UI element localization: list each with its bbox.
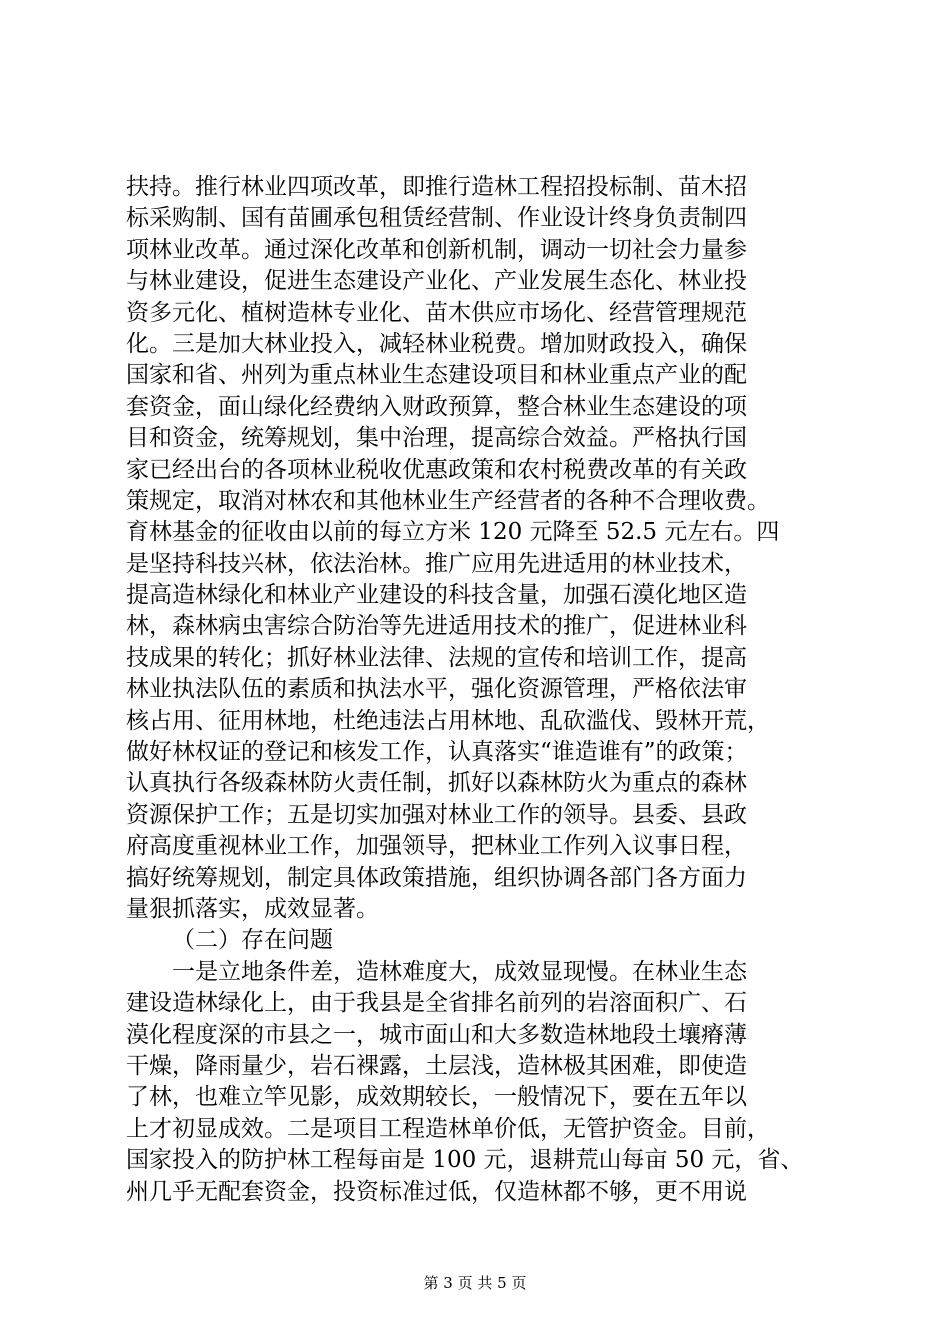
- text-line: 家已经出台的各项林业税收优惠政策和农村税费改革的有关政: [126, 456, 747, 483]
- text-line: 与林业建设，促进生态建设产业化、产业发展生态化、林业投: [126, 268, 747, 295]
- text-line: 干燥，降雨量少，岩石裸露，土层浅，造林极其困难，即使造: [126, 1052, 747, 1079]
- text-line: 一是立地条件差，造林难度大，成效显现慢。在林业生态: [172, 958, 747, 985]
- section-heading: （二）存在问题: [172, 927, 333, 954]
- text-line: 林，森林病虫害综合防治等先进适用技术的推广，促进林业科: [126, 613, 747, 640]
- text-line: 目和资金，统筹规划，集中治理，提高综合效益。严格执行国: [126, 425, 747, 452]
- text-line: 是坚持科技兴林，依法治林。推广应用先进适用的林业技术，: [126, 550, 747, 577]
- text-line: 项林业改革。通过深化改革和创新机制，调动一切社会力量参: [126, 236, 747, 263]
- text-line: 林业执法队伍的素质和执法水平，强化资源管理，严格依法审: [126, 676, 747, 703]
- text-line: 策规定，取消对林农和其他林业生产经营者的各种不合理收费。: [126, 487, 770, 514]
- text-line: 国家和省、州列为重点林业生态建设项目和林业重点产业的配: [126, 362, 747, 389]
- text-line: 技成果的转化；抓好林业法律、法规的宣传和培训工作，提高: [126, 644, 747, 671]
- text-line: 州几乎无配套资金，投资标准过低，仅造林都不够，更不用说: [126, 1178, 747, 1205]
- text-line: 建设造林绿化上，由于我县是全省排名前列的岩溶面积广、石: [126, 990, 747, 1017]
- text-line: 认真执行各级森林防火责任制，抓好以森林防火为重点的森林: [126, 770, 747, 797]
- text-line: 提高造林绿化和林业产业建设的科技含量，加强石漠化地区造: [126, 582, 747, 609]
- text-line: 资多元化、植树造林专业化、苗木供应市场化、经营管理规范: [126, 299, 747, 326]
- text-line: 育林基金的征收由以前的每立方米 120 元降至 52.5 元左右。四: [126, 519, 780, 546]
- page-number: 第 3 页 共 5 页: [423, 1274, 527, 1292]
- text-line: 上才初显成效。二是项目工程造林单价低，无管护资金。目前，: [126, 1115, 770, 1142]
- text-line: 资源保护工作；五是切实加强对林业工作的领导。县委、县政: [126, 801, 747, 828]
- text-line: 标采购制、国有苗圃承包租赁经营制、作业设计终身负责制四: [126, 205, 747, 232]
- text-line: 做好林权证的登记和核发工作，认真落实“谁造谁有”的政策；: [126, 739, 748, 766]
- text-line: 国家投入的防护林工程每亩是 100 元，退耕荒山每亩 50 元，省、: [126, 1147, 804, 1174]
- text-line: 扶持。推行林业四项改革，即推行造林工程招投标制、苗木招: [126, 174, 747, 200]
- body-text: [126, 172, 828, 1208]
- text-line: 化。三是加大林业投入，减轻林业税费。增加财政投入，确保: [126, 330, 747, 357]
- text-line: 漠化程度深的市县之一，城市面山和大多数造林地段土壤瘠薄: [126, 1021, 747, 1048]
- text-line: 府高度重视林业工作，加强领导，把林业工作列入议事日程，: [126, 833, 747, 860]
- text-line: 搞好统筹规划，制定具体政策措施，组织协调各部门各方面力: [126, 864, 747, 891]
- text-line: 量狠抓落实，成效显著。: [126, 895, 379, 922]
- text-line: 套资金，面山绿化经费纳入财政预算，整合林业生态建设的项: [126, 393, 747, 420]
- text-line: 核占用、征用林地，杜绝违法占用林地、乱砍滥伐、毁林开荒，: [126, 707, 770, 734]
- text-line: 了林，也难立竿见影，成效期较长，一般情况下，要在五年以: [126, 1084, 747, 1111]
